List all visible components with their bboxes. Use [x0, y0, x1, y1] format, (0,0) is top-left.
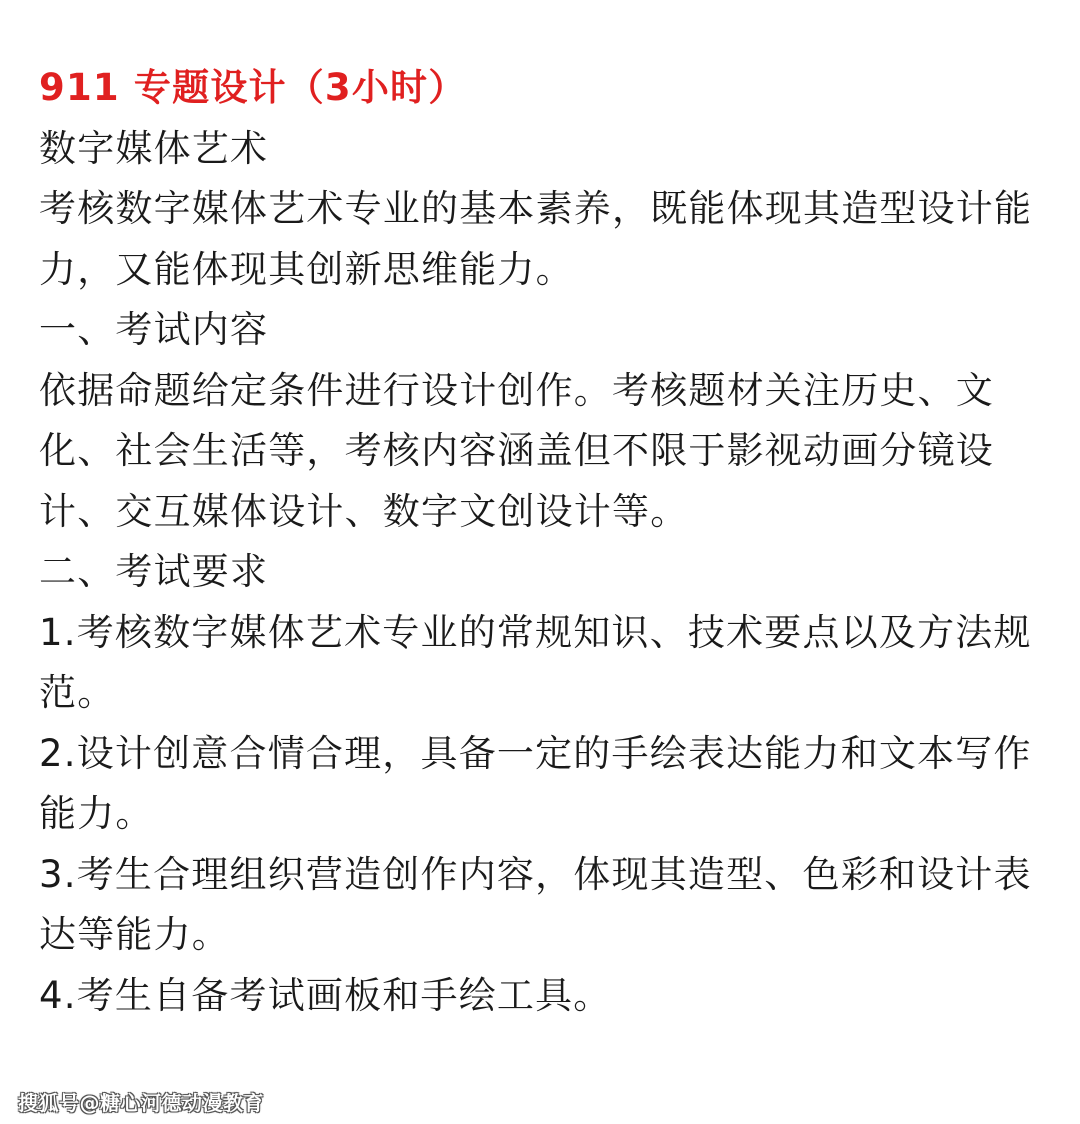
requirement-item-4: 4.考生自备考试画板和手绘工具。 — [39, 973, 612, 1017]
section1-body: 依据命题给定条件进行设计创作。考核题材关注历史、文化、社会生活等，考核内容涵盖但不限于影视动画分镜设计、交互媒体设计、数字文创设计等。 — [39, 368, 994, 533]
intro-paragraph: 考核数字媒体艺术专业的基本素养，既能体现其造型设计能力，又能体现其创新思维能力。 — [39, 187, 1033, 291]
section2-heading: 二、考试要求 — [39, 550, 269, 593]
section1-heading: 一、考试内容 — [39, 308, 269, 351]
document-content — [39, 58, 1049, 1026]
source-watermark: 搜狐号@糖心河德动漫教育 — [18, 1091, 264, 1115]
requirement-item-1: 1.考核数字媒体艺术专业的常规知识、技术要点以及方法规范。 — [39, 610, 1032, 714]
requirement-item-2: 2.设计创意合情合理，具备一定的手绘表达能力和文本写作能力。 — [39, 731, 1032, 835]
document-subtitle: 数字媒体艺术 — [39, 126, 269, 170]
document-title: 911 专题设计（3小时） — [39, 66, 467, 109]
requirement-item-3: 3.考生合理组织营造创作内容，体现其造型、色彩和设计表达等能力。 — [39, 852, 1032, 956]
